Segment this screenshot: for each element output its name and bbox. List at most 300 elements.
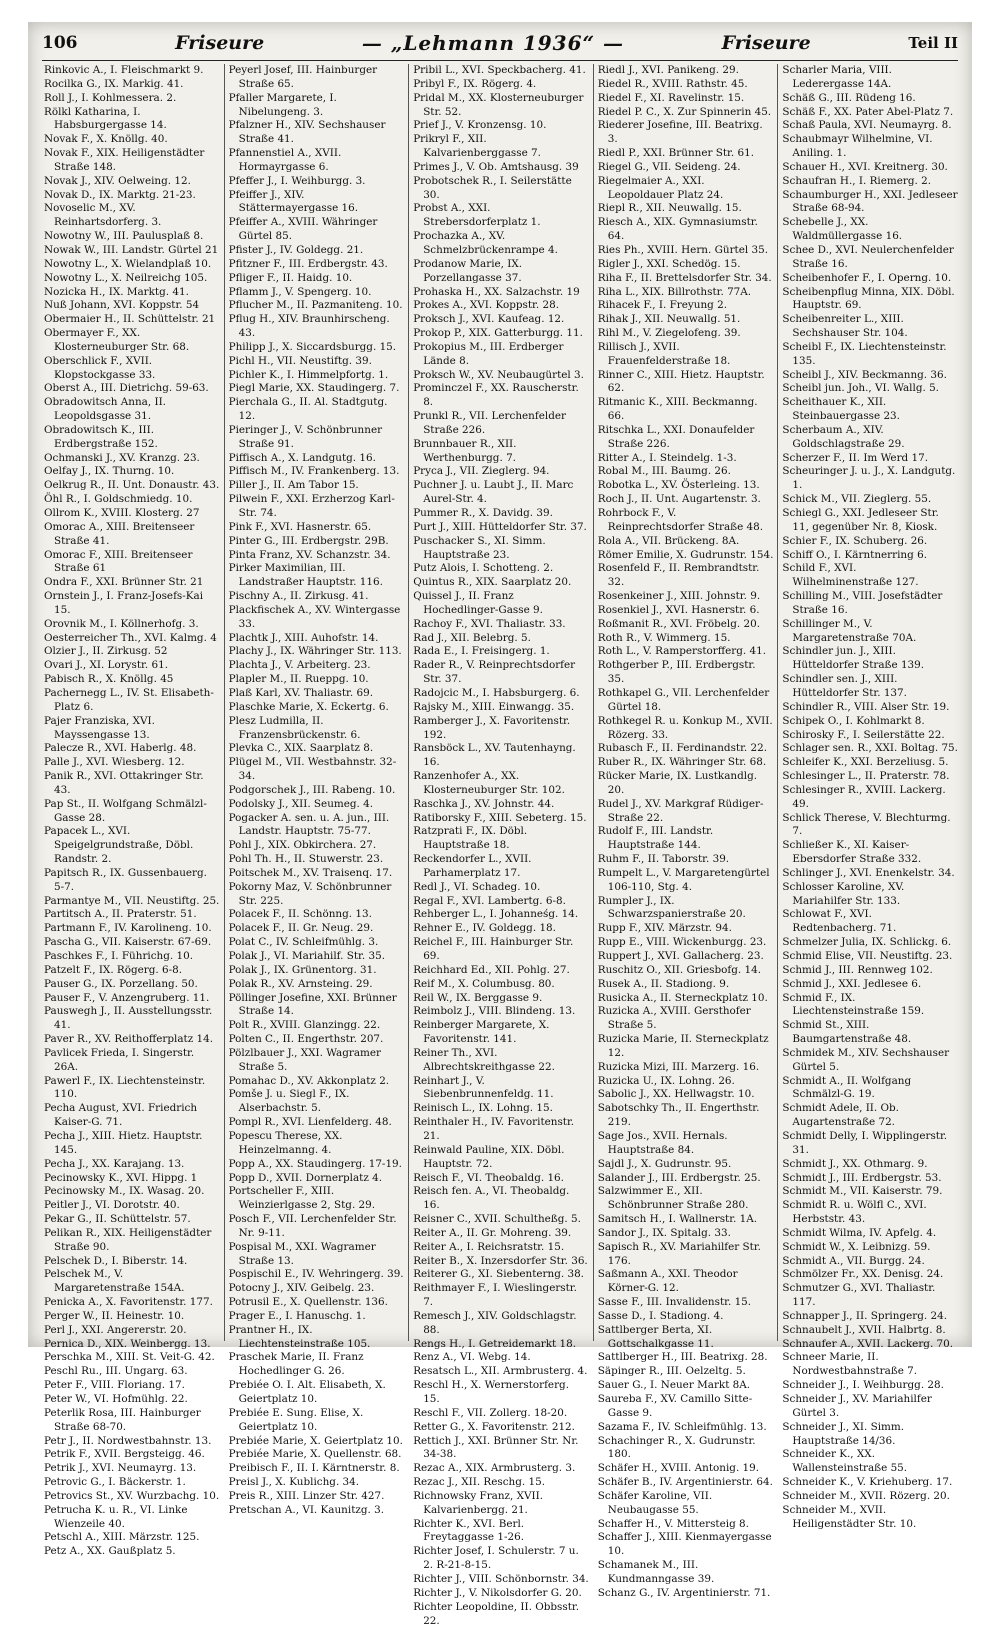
- directory-entry: Schmidt M., VII. Kaiserstr. 79.: [782, 1185, 943, 1198]
- directory-entry: Schäfer B., IV. Argentinierstr. 64.: [597, 1476, 773, 1489]
- directory-entry: Ruschitz O., XII. Griesbofg. 14.: [597, 963, 762, 976]
- directory-entry: Ondra F., XXI. Brünner Str. 21: [44, 576, 204, 589]
- directory-entry: Roch J., II. Unt. Augartenstr. 3.: [597, 493, 761, 506]
- directory-entry: Ritmanic K., XIII. Beckmanng. 66.: [597, 396, 758, 423]
- directory-entry: Ochmanski J., XV. Kranzg. 23.: [44, 451, 200, 464]
- directory-entry: Ruzicka Mizi, III. Marzerg. 16.: [597, 1060, 760, 1073]
- directory-entry: Oesterreicher Th., XVI. Kalmg. 4: [44, 631, 217, 644]
- directory-entry: Perger W., II. Heinestr. 10.: [44, 1309, 185, 1322]
- directory-entry: Pinta Franz, XV. Schanzstr. 34.: [228, 548, 391, 561]
- directory-entry: Puchner J. u. Laubt J., II. Marc Aurel-Str. 4.: [413, 479, 574, 506]
- directory-entry: Sapisch R., XV. Mariahilfer Str. 176.: [597, 1240, 761, 1267]
- directory-entry: Prebiée Marie, X. Quellenstr. 68.: [228, 1448, 402, 1461]
- directory-entry: Schebelle J., XX. Waldmüllergasse 16.: [782, 216, 903, 243]
- directory-entry: Schild F., XVI. Wilhelminenstraße 127.: [782, 562, 919, 589]
- directory-entry: Petrucha K. u. R., VI. Linke Wienzeile 40.: [44, 1503, 188, 1530]
- directory-entry: Schmidt Wilma, IV. Apfelg. 4.: [782, 1226, 937, 1239]
- directory-entry: Schee D., XVI. Neulerchenfelder Straße 16.: [782, 243, 954, 270]
- directory-entry: Pogacker A. sen. u. A. jun., III. Landstr. Hauptstr. 75-77.: [228, 811, 390, 838]
- directory-entry: Pascha G., VII. Kaiserstr. 67-69.: [44, 936, 212, 949]
- directory-entry: Rohrbock F., V. Reinprechtsdorfer Straße 48.: [597, 507, 764, 533]
- directory-entry: Schäfer H., XVIII. Antonig. 19.: [597, 1462, 760, 1475]
- directory-entry: Rader R., V. Reinprechtsdorfer Str. 37.: [413, 659, 576, 686]
- directory-entry: Pauser G., IX. Porzellang. 50.: [44, 977, 198, 990]
- directory-entry: Rachoy F., XVI. Thaliastr. 33.: [413, 617, 566, 630]
- directory-entry: Schmidt Adele, II. Ob. Augartenstraße 72.: [782, 1102, 899, 1129]
- directory-entry: Pomahac D., XV. Akkonplatz 2.: [228, 1074, 390, 1087]
- directory-entry: Obradowitsch K., III. Erdbergstraße 152.: [44, 423, 158, 450]
- directory-entry: Rehner E., IV. Goldegg. 18.: [413, 922, 556, 935]
- directory-entry: Rothkegel R. u. Konkup M., XVII. Rözerg. 33.: [597, 714, 773, 741]
- directory-entry: Plaß Karl, XV. Thaliastr. 69.: [228, 686, 374, 699]
- directory-entry: Scheibl F., IX. Liechtensteinstr. 135.: [782, 340, 947, 367]
- directory-entry: Riha F., II. Brettelsdorfer Str. 34.: [597, 271, 772, 284]
- directory-entry: Schlowat F., XVI. Redtenbacherg. 71.: [782, 908, 897, 935]
- directory-entry: Reiter B., X. Inzersdorfer Str. 36.: [413, 1254, 588, 1267]
- directory-entry: Roth L., V. Ramperstorfferg. 41.: [597, 645, 767, 658]
- directory-entry: Reithmayer F., I. Wieslingerstr. 7.: [413, 1282, 577, 1309]
- directory-entry: Perl J., XXI. Angererstr. 20.: [44, 1323, 187, 1336]
- directory-entry: Schmelzer Julia, IX. Schlickg. 6.: [782, 936, 952, 949]
- directory-entry: Pelikan R., XIX. Heiligenstädter Straße 90.: [44, 1226, 212, 1253]
- directory-entry: Robotka L., XV. Österleing. 13.: [597, 479, 760, 492]
- directory-entry: Schneider J., I. Weihburgg. 28.: [782, 1379, 944, 1392]
- directory-entry: Schmutzer G., XVI. Thaliastr. 117.: [782, 1282, 936, 1309]
- directory-entry: Pfliger F., II. Haidg. 10.: [228, 271, 353, 284]
- directory-entry: Pink F., XVI. Hasnerstr. 65.: [228, 520, 372, 533]
- directory-entry: Ruppert J., XVI. Gallacherg. 23.: [597, 950, 764, 962]
- directory-entry: Schneer Marie, II. Nordwestbahnstraße 7.: [782, 1351, 918, 1378]
- directory-entry: Schäß G., III. Rüdeng 16.: [782, 91, 916, 104]
- directory-entry: Roll J., I. Kohlmessera. 2.: [44, 91, 177, 104]
- directory-entry: Säpinger R., III. Oelzeltg. 5.: [597, 1365, 746, 1378]
- directory-entry: Schlosser Karoline, XV. Mariahilfer Str. 133.: [782, 880, 905, 907]
- header-rule: [42, 60, 958, 61]
- directory-entry: Nowotny L., X. Wielandplaß 10.: [44, 257, 212, 270]
- directory-entry: Ramberger J., X. Favoritenstr. 192.: [413, 714, 571, 741]
- directory-entry: Nuß Johann, XVI. Koppstr. 54: [44, 299, 200, 312]
- directory-entry: Reif M., X. Columbusg. 80.: [413, 977, 555, 990]
- directory-entry: Sattlberger H., III. Beatrixg. 28.: [597, 1351, 768, 1364]
- directory-entry: Rosenkiel J., XVI. Hasnerstr. 6.: [597, 603, 760, 616]
- directory-entry: Pierchala G., II. Al. Stadtgutg. 12.: [228, 396, 388, 423]
- directory-entry: Rinkovic A., I. Fleischmarkt 9.: [44, 64, 204, 76]
- directory-entry: Riegelmaier A., XXI. Leopoldauer Platz 24.: [597, 174, 724, 201]
- directory-entry: Plevka C., XIX. Saarplatz 8.: [228, 742, 374, 755]
- directory-entry: Pfaller Margarete, I. Nibelungeng. 3.: [228, 91, 337, 118]
- directory-entry: Schanz G., IV. Argentinierstr. 71.: [597, 1586, 771, 1599]
- directory-entry: Petrovic G., I. Bäckerstr. 1.: [44, 1476, 186, 1489]
- directory-entry: Piller J., II. Am Tabor 15.: [228, 479, 359, 492]
- directory-entry: Schiegl G., XXI. Jedleseer Str. 11, gegenüber Nr. 8, Kiosk.: [782, 507, 939, 533]
- directory-entry: Schlesinger R., XVIII. Lackerg. 49.: [782, 783, 946, 810]
- directory-entry: Scheibl jun. Joh., VI. Wallg. 5.: [782, 382, 939, 395]
- directory-entry: Richter K., XVI. Berl. Freytaggasse 1-26.: [413, 1517, 525, 1544]
- directory-entry: Popp D., XVII. Dornerplatz 4.: [228, 1171, 383, 1184]
- directory-entry: Pirker Maximilian, III. Landstraßer Hauptstr. 116.: [228, 562, 383, 589]
- directory-entry: Schilling M., VIII. Josefstädter Straße 16.: [782, 590, 943, 616]
- directory-entry: Rengs H., I. Getreidemarkt 18.: [413, 1337, 576, 1350]
- directory-entry: Remesch J., XIV. Goldschlagstr. 88.: [413, 1309, 577, 1336]
- directory-entry: Riedl P., XXI. Brünner Str. 61.: [597, 147, 754, 160]
- directory-entry: Schneider J., XV. Mariahilfer Gürtel 3.: [782, 1393, 932, 1419]
- directory-entry: Purt J., XIII. Hütteldorfer Str. 37.: [413, 520, 587, 533]
- column-2: [225, 64, 410, 1516]
- directory-entry: Schlager sen. R., XXI. Boltag. 75.: [782, 742, 958, 755]
- directory-entry: Potrusil E., X. Quellenstr. 136.: [228, 1296, 388, 1309]
- directory-entry: Piegl Marie, XX. Staudingerg. 7.: [228, 382, 400, 395]
- directory-entry: Schaß Paula, XVI. Neumayrg. 8.: [782, 119, 952, 132]
- directory-entry: Salzwimmer E., XII. Schönbrunner Straße 280.: [597, 1185, 749, 1212]
- directory-entry: Polten C., II. Engerthstr. 207.: [228, 1033, 384, 1046]
- directory-entry: Schaumburger H., XXI. Jedleseer Straße 68-94.: [782, 188, 958, 215]
- directory-entry: Schlesinger L., II. Praterstr. 78.: [782, 770, 950, 783]
- directory-entry: Scheithauer K., XII. Steinbauergasse 23.: [782, 396, 900, 423]
- directory-entry: Sage Jos., XVII. Hernals. Hauptstraße 84.: [597, 1129, 728, 1156]
- page-header: [42, 28, 958, 58]
- directory-entry: Perschka M., XIII. St. Veit-G. 42.: [44, 1351, 215, 1364]
- directory-entry: Rehberger L., I. Johanneśg. 14.: [413, 908, 579, 921]
- directory-entry: Retter G., X. Favoritenstr. 212.: [413, 1420, 575, 1433]
- directory-entry: Renz A., VI. Webg. 14.: [413, 1351, 531, 1364]
- directory-entry: Peterlik Rosa, III. Hainburger Straße 68-70.: [44, 1406, 201, 1433]
- directory-entry: Schmidt Delly, I. Wipplingerstr. 31.: [782, 1129, 948, 1156]
- directory-entry: Schachinger R., X. Gudrunstr. 180.: [597, 1434, 756, 1461]
- directory-entry: Prager E., I. Hanuschg. 1.: [228, 1309, 366, 1322]
- directory-entry: Schlinger J., XVI. Enenkelstr. 34.: [782, 866, 955, 879]
- directory-entry: Saureba F., XV. Camillo Sitte-Gasse 9.: [597, 1393, 753, 1419]
- directory-entry: Petschl A., XIII. Märzstr. 125.: [44, 1531, 200, 1544]
- directory-entry: Pohl Th. H., II. Stuwerstr. 23.: [228, 853, 384, 866]
- directory-entry: Rothkapel G., VII. Lerchenfelder Gürtel 18.: [597, 686, 770, 713]
- directory-entry: Schneider M., XVII. Rözerg. 20.: [782, 1489, 950, 1502]
- directory-entry: Schneider K., V. Kriehuberg. 17.: [782, 1476, 953, 1489]
- directory-entry: Prodanow Marie, IX. Porzellangasse 37.: [413, 257, 523, 284]
- directory-entry: Reisner C., XVII. Schultheßg. 5.: [413, 1213, 581, 1226]
- directory-entry: Schneider J., XI. Simm. Hauptstraße 14/36.: [782, 1420, 905, 1447]
- directory-entry: Sajdl J., X. Gudrunstr. 95.: [597, 1157, 732, 1170]
- directory-entry: Schlick Therese, V. Blechturmg. 7.: [782, 811, 951, 838]
- directory-entry: Potocny J., XIV. Geibelg. 23.: [228, 1282, 375, 1295]
- directory-entry: Prunkl R., VII. Lerchenfelder Straße 226.: [413, 410, 566, 436]
- directory-entry: Rinner C., XIII. Hietz. Hauptstr. 62.: [597, 368, 765, 395]
- directory-entry: Pfister J., IV. Goldegg. 21.: [228, 243, 364, 256]
- directory-entry: Roßmanit R., XVI. Fröbelg. 20.: [597, 617, 761, 630]
- section-title-left: Friseure: [175, 32, 265, 54]
- directory-entry: Pohl J., XIX. Obkirchera. 27.: [228, 839, 377, 852]
- section-title-right: Friseure: [721, 32, 811, 54]
- directory-entry: Ovari J., XI. Lorystr. 61.: [44, 659, 169, 672]
- directory-entry: Pischny A., II. Zirkusg. 41.: [228, 590, 369, 603]
- directory-entry: Plachy J., IX. Währinger Str. 113.: [228, 645, 402, 658]
- directory-entry: Peitler J., VI. Dorotstr. 40.: [44, 1199, 180, 1212]
- directory-entry: Schmidt W., X. Leibnizg. 59.: [782, 1240, 931, 1253]
- directory-entry: Plaschke Marie, X. Eckertg. 6.: [228, 700, 389, 713]
- directory-entry: Rada E., I. Freisingerg. 1.: [413, 645, 550, 658]
- directory-entry: Pölzlbauer J., XXI. Wagramer Straße 5.: [228, 1046, 382, 1073]
- directory-entry: Pauswegh J., II. Ausstellungsstr. 41.: [44, 1005, 213, 1032]
- directory-entry: Rosenkeiner J., XIII. Johnstr. 9.: [597, 590, 761, 603]
- directory-entry: Plackfischek A., XV. Wintergasse 33.: [228, 603, 401, 630]
- directory-entry: Pospisal M., XXI. Wagramer Straße 13.: [228, 1240, 376, 1267]
- directory-entry: Rihl M., V. Ziegelofeng. 39.: [597, 327, 741, 340]
- directory-entry: Polacek F., II. Schönng. 13.: [228, 908, 372, 921]
- directory-entry: Schauer H., XVI. Kreitnerg. 30.: [782, 160, 948, 173]
- directory-entry: Poitschek M., XV. Traisenq. 17.: [228, 866, 393, 879]
- directory-entry: Schmid St., XIII. Baumgartenstraße 48.: [782, 1019, 912, 1046]
- directory-entry: Pieringer J., V. Schönbrunner Straße 91.: [228, 423, 383, 450]
- directory-entry: Peyerl Josef, III. Hainburger Straße 65.: [228, 64, 378, 90]
- directory-entry: Prebiée O. I. Alt. Elisabeth, X. Geiertplatz 10.: [228, 1379, 386, 1405]
- directory-entry: Pflug H., XIV. Braunhirscheng. 43.: [228, 313, 390, 340]
- directory-entry: Richter Josef, I. Schulerstr. 7 u. 2. R-21-8-15.: [413, 1545, 579, 1572]
- directory-entry: Ratiborsky F., XIII. Sebeterg. 15.: [413, 811, 587, 824]
- directory-entry: Pavlicek Frieda, I. Singerstr. 26A.: [44, 1046, 195, 1073]
- directory-entry: Ruber R., IX. Währinger Str. 68.: [597, 756, 767, 769]
- directory-entry: Piffisch A., X. Landgutg. 16.: [228, 451, 376, 464]
- directory-entry: Ransböck L., XV. Tautenhayng. 16.: [413, 742, 576, 769]
- directory-entry: Rad J., XII. Belebrg. 5.: [413, 631, 531, 644]
- directory-entry: Petrik J., XVI. Neumayrg. 13.: [44, 1462, 197, 1475]
- directory-entry: Ruhm F., II. Taborstr. 39.: [597, 853, 730, 866]
- directory-entry: Schindler jun. J., XIII. Hütteldorfer Straße 139.: [782, 645, 925, 672]
- directory-entry: Riederer Josefine, III. Beatrixg. 3.: [597, 119, 763, 146]
- directory-title: — „Lehmann 1936“ —: [361, 31, 624, 55]
- directory-entry: Polacek F., II. Gr. Neug. 29.: [228, 922, 374, 935]
- directory-entry: Plachta J., V. Arbeiterg. 23.: [228, 659, 371, 672]
- directory-entry: Peter F., VIII. Floriang. 17.: [44, 1379, 185, 1392]
- directory-entry: Sazama F., IV. Schleifmühlg. 13.: [597, 1420, 767, 1433]
- directory-entry: Pfeiffer A., XVIII. Währinger Gürtel 85.: [228, 216, 378, 243]
- directory-entry: Petrik F., XVII. Bergsteigg. 46.: [44, 1448, 205, 1461]
- directory-entry: Schindler R., VIII. Alser Str. 19.: [782, 700, 950, 713]
- directory-entry: Partmann F., IV. Karolineng. 10.: [44, 922, 212, 935]
- directory-entry: Regal F., XVI. Lambertg. 6-8.: [413, 894, 566, 907]
- directory-entry: Novak D., IX. Marktg. 21-23.: [44, 188, 196, 201]
- directory-entry: Probst A., XXI. Strebersdorferplatz 1.: [413, 202, 541, 229]
- directory-entry: Pfannenstiel A., XVII. Hormayrgasse 6.: [228, 147, 342, 173]
- directory-entry: Schmid Elise, VII. Neustiftg. 23.: [782, 950, 953, 962]
- directory-entry: Rumpler J., IX. Schwarzspanierstraße 20.: [597, 894, 746, 921]
- directory-entry: Parmantye M., VII. Neustiftg. 25.: [44, 894, 220, 907]
- directory-entry: Oelkrug R., II. Unt. Donaustr. 43.: [44, 479, 220, 492]
- directory-entry: Rudel J., XV. Markgraf Rüdiger-Straße 22.: [597, 797, 764, 824]
- directory-entry: Rubasch F., II. Ferdinandstr. 22.: [597, 742, 768, 755]
- directory-entry: Prokop P., XIX. Gatterburgg. 11.: [413, 327, 583, 340]
- directory-entry: Nozicka H., IX. Marktg. 41.: [44, 285, 189, 298]
- directory-entry: Pawerl F., IX. Liechtensteinstr. 110.: [44, 1074, 206, 1101]
- directory-entry: Prokes A., XVI. Koppstr. 28.: [413, 299, 560, 312]
- directory-entry: Pfalzner H., XIV. Sechshauser Straße 41.: [228, 119, 386, 146]
- directory-entry: Pilwein F., XXI. Erzherzog Karl-Str. 74.: [228, 493, 395, 519]
- directory-entry: Richter Leopoldine, II. Obbsstr. 22.: [413, 1600, 580, 1627]
- directory-entry: Plapler M., II. Rueppg. 10.: [228, 673, 369, 686]
- directory-entry: Scheibenpflug Minna, XIX. Döbl. Hauptstr. 69.: [782, 285, 955, 312]
- columns: [40, 64, 962, 1627]
- directory-entry: Podolsky J., XII. Seumeg. 4.: [228, 797, 374, 810]
- directory-entry: Schindler sen. J., XIII. Hütteldorfer Str. 137.: [782, 673, 907, 699]
- directory-entry: Schamanek M., III. Kundmanngasse 39.: [597, 1559, 715, 1585]
- directory-entry: Schnaufer A., XVII. Lackerg. 70.: [782, 1337, 954, 1350]
- directory-entry: Pachernegg L., IV. St. Elisabeth-Platz 6.: [44, 686, 214, 713]
- directory-entry: Prochazka A., XV. Schmelzbrückenrampe 4.: [413, 230, 558, 256]
- directory-entry: Rola A., VII. Brückeng. 8A.: [597, 534, 740, 547]
- directory-entry: Orovnik M., I. Köllnerhofg. 3.: [44, 617, 199, 630]
- part-label: Teil II: [908, 34, 958, 52]
- directory-entry: Schmidt J., XX. Othmarg. 9.: [782, 1157, 928, 1170]
- directory-entry: Ries Ph., XVIII. Hern. Gürtel 35.: [597, 243, 769, 256]
- directory-entry: Pflucher M., II. Pazmaniteng. 10.: [228, 299, 403, 312]
- directory-entry: Schmidt A., II. Wolfgang Schmälzl-G. 19.: [782, 1074, 912, 1101]
- directory-entry: Pribil L., XVI. Speckbacherg. 41.: [413, 64, 586, 76]
- directory-entry: Rupp E., VIII. Wickenburgg. 23.: [597, 936, 767, 949]
- directory-entry: Piffisch M., IV. Frankenberg. 13.: [228, 465, 400, 478]
- directory-entry: Plachtk J., XIII. Auhofstr. 14.: [228, 631, 379, 644]
- directory-entry: Pabisch R., X. Knöllg. 45: [44, 673, 174, 686]
- directory-entry: Reinberger Margarete, X. Favoritenstr. 141.: [413, 1019, 550, 1046]
- directory-entry: Obermayer F., XX. Klosterneuburger Str. 68.: [44, 327, 190, 353]
- directory-entry: Polak J., IX. Grünentorg. 31.: [228, 963, 377, 976]
- directory-entry: Pribyl F., IX. Rögerg. 4.: [413, 77, 537, 90]
- directory-entry: Schneider K., XX. Wallensteinstraße 55.: [782, 1448, 908, 1475]
- directory-entry: Pridal M., XX. Klosterneuburger Str. 52.: [413, 91, 584, 118]
- directory-entry: Nowotny L., X. Neilreichg 105.: [44, 271, 208, 284]
- directory-entry: Schäfer Karoline, VII. Neubaugasse 55.: [597, 1489, 713, 1516]
- directory-entry: Schmidt A., VII. Burgg. 24.: [782, 1254, 925, 1267]
- directory-entry: Schleifer K., XXI. Berzeliusg. 5.: [782, 756, 949, 769]
- directory-entry: Ritschka L., XXI. Donaufelder Straße 226.: [597, 423, 755, 450]
- column-4: [594, 64, 779, 1599]
- directory-entry: Paschkes F., I. Führichg. 10.: [44, 950, 194, 962]
- directory-entry: Ranzenhofer A., XX. Klosterneuburger Str. 102.: [413, 770, 565, 796]
- directory-entry: Prief J., V. Kronzensg. 10.: [413, 119, 547, 132]
- directory-entry: Prebiée Marie, X. Geiertplatz 10.: [228, 1434, 403, 1447]
- directory-entry: Portscheller F., XIII. Weinzierlgasse 2, Stg. 29.: [228, 1185, 376, 1212]
- directory-entry: Sabolic J., XX. Hellwagstr. 10.: [597, 1088, 755, 1101]
- directory-entry: Pecha J., XIII. Hietz. Hauptstr. 145.: [44, 1129, 203, 1156]
- directory-entry: Schmid F., IX. Liechtensteinstraße 159.: [782, 991, 925, 1018]
- directory-entry: Schier F., IX. Schuberg. 26.: [782, 534, 928, 547]
- directory-entry: Römer Emilie, X. Gudrunstr. 154.: [597, 548, 774, 561]
- directory-entry: Pokorny Maz, V. Schönbrunner Str. 225.: [228, 880, 392, 907]
- directory-entry: Schäß F., XX. Pater Abel-Platz 7.: [782, 105, 954, 118]
- directory-entry: Rothgerber P., III. Erdbergstr. 35.: [597, 659, 756, 686]
- directory-entry: Scherzer F., II. Im Werd 17.: [782, 451, 929, 464]
- directory-entry: Pöllinger Josefine, XXI. Brünner Straße 14.: [228, 991, 397, 1018]
- directory-entry: Papacek L., XVI. Speigelgrundstraße, Döbl. Randstr. 2.: [44, 825, 194, 866]
- directory-entry: Obermaier H., II. Schüttelstr. 21: [44, 313, 216, 326]
- directory-entry: Panik R., XVI. Ottakringer Str. 43.: [44, 770, 204, 796]
- column-1: [40, 64, 225, 1558]
- directory-entry: Pekar G., II. Schüttelstr. 57.: [44, 1213, 191, 1226]
- directory-entry: Schnaubelt J., XVII. Halbrtg. 8.: [782, 1323, 946, 1336]
- directory-entry: Ruzicka U., IX. Lohng. 26.: [597, 1074, 735, 1087]
- directory-entry: Rumpelt L., V. Margaretengürtel 106-110, Stg. 4.: [597, 866, 770, 893]
- directory-entry: Rusicka A., II. Sterneckplatz 10.: [597, 991, 768, 1004]
- directory-entry: Riedl J., XVI. Panikeng. 29.: [597, 64, 739, 76]
- directory-entry: Reil W., IX. Berggasse 9.: [413, 991, 543, 1004]
- directory-entry: Rocilka G., IX. Markig. 41.: [44, 77, 184, 90]
- directory-entry: Pummer R., X. Davidg. 39.: [413, 507, 553, 519]
- directory-entry: Sauer G., I. Neuer Markt 8A.: [597, 1379, 751, 1392]
- directory-entry: Reiter A., I. Reichsratstr. 15.: [413, 1240, 565, 1253]
- directory-entry: Scheibenreiter L., XIII. Sechshauser Str. 104.: [782, 313, 908, 340]
- directory-entry: Quintus R., XIX. Saarplatz 20.: [413, 576, 572, 589]
- directory-entry: Peter W., VI. Hofmühlg. 22.: [44, 1393, 188, 1405]
- directory-entry: Omorac F., XIII. Breitenseer Straße 61: [44, 548, 193, 575]
- directory-entry: Scheibl J., XIV. Beckmanng. 36.: [782, 368, 947, 381]
- directory-entry: Peschl Ru., III. Ungarg. 63.: [44, 1365, 188, 1378]
- directory-entry: Polak R., XV. Arnsteing. 29.: [228, 977, 373, 990]
- directory-entry: Schmölzer Fr., XX. Denisg. 24.: [782, 1268, 944, 1281]
- directory-entry: Novak F., X. Knöllg. 40.: [44, 133, 168, 146]
- directory-entry: Rupp F., XIV. Märzstr. 94.: [597, 922, 732, 935]
- directory-entry: Pajer Franziska, XVI. Mayssengasse 13.: [44, 714, 155, 741]
- directory-entry: Pfitzner F., III. Erdbergstr. 43.: [228, 257, 388, 270]
- directory-entry: Sattlberger Berta, XI. Gottschalkgasse 11.: [597, 1323, 714, 1350]
- directory-entry: Reckendorfer L., XVII. Parhamerplatz 17.: [413, 853, 532, 879]
- directory-entry: Sandor J., IX. Spitalg. 33.: [597, 1226, 731, 1239]
- directory-entry: Primes J., V. Ob. Amtshausg. 39: [413, 160, 579, 173]
- directory-entry: Schmid J., III. Rennweg 102.: [782, 963, 933, 976]
- directory-entry: Philipp J., X. Siccardsburgg. 15.: [228, 340, 397, 353]
- directory-entry: Polat C., IV. Schleifmühlg. 3.: [228, 936, 379, 949]
- directory-entry: Pflamm J., V. Spengerg. 10.: [228, 285, 372, 298]
- directory-entry: Schick M., VII. Zieglerg. 55.: [782, 493, 932, 506]
- directory-entry: Riesch A., XIX. Gymnasiumstr. 64.: [597, 216, 758, 243]
- directory-entry: Scheuringer J. u. J., X. Landgutg. 1.: [782, 465, 956, 492]
- directory-entry: Richter J., V. Nikolsdorfer G. 20.: [413, 1586, 582, 1599]
- directory-entry: Schmid J., XXI. Jedlesee 6.: [782, 977, 922, 990]
- directory-entry: Prebiée E. Sung. Elise, X. Geiertplatz 10.: [228, 1406, 364, 1433]
- directory-entry: Raschka J., XV. Johnstr. 44.: [413, 797, 555, 810]
- directory-entry: Proksch W., XV. Neubaugürtel 3.: [413, 368, 584, 381]
- directory-entry: Schließer K., XI. Kaiser-Ebersdorfer Straße 332.: [782, 839, 922, 866]
- directory-entry: Palle J., XVI. Wiesberg. 12.: [44, 756, 185, 769]
- directory-entry: Reschl F., VII. Zollerg. 18-20.: [413, 1406, 568, 1419]
- directory-entry: Rihacek F., I. Freyung 2.: [597, 299, 728, 312]
- directory-entry: Novak F., XIX. Heiligenstädter Straße 148.: [44, 147, 205, 173]
- directory-entry: Rosenfeld F., II. Rembrandtstr. 32.: [597, 562, 760, 589]
- directory-entry: Riegel G., VII. Seideng. 24.: [597, 160, 741, 173]
- directory-entry: Ornstein J., I. Franz-Josefs-Kai 15.: [44, 590, 204, 616]
- directory-entry: Schaffer H., V. Mittersteig 8.: [597, 1517, 749, 1530]
- column-3: [409, 64, 594, 1627]
- directory-entry: Rezac J., XII. Reschg. 15.: [413, 1476, 546, 1489]
- directory-entry: Patzelt F., IX. Rögerg. 6-8.: [44, 963, 183, 976]
- directory-entry: Rölkl Katharina, I. Habsburgergasse 14.: [44, 105, 167, 132]
- directory-entry: Roth R., V. Wimmerg. 15.: [597, 631, 731, 644]
- directory-entry: Olzier J., II. Zirkusg. 52: [44, 645, 168, 658]
- directory-entry: Quissel J., II. Franz Hochedlinger-Gasse 9.: [413, 590, 543, 616]
- directory-entry: Partitsch A., II. Praterstr. 51.: [44, 908, 197, 921]
- directory-entry: Probotschek R., I. Seilerstätte 30.: [413, 174, 572, 201]
- directory-entry: Reisch fen. A., VI. Theobaldg. 16.: [413, 1185, 570, 1212]
- directory-entry: Schaubmayr Wilhelmine, VI. Aniling. 1.: [782, 133, 933, 160]
- directory-entry: Petr J., II. Nordwestbahnstr. 13.: [44, 1434, 212, 1447]
- page-number: 106: [42, 33, 78, 53]
- directory-entry: Plügel M., VII. Westbahnstr. 32-34.: [228, 756, 397, 783]
- directory-entry: Polak J., VI. Mariahilf. Str. 35.: [228, 950, 386, 962]
- directory-entry: Prominczel F., XX. Rauscherstr. 8.: [413, 382, 579, 409]
- directory-entry: Pichler K., I. Himmelpfortg. 1.: [228, 368, 389, 381]
- directory-entry: Redl J., VI. Schadeg. 10.: [413, 880, 541, 893]
- directory-entry: Pfeiffer J., XIV. Stättermayergasse 16.: [228, 188, 359, 215]
- directory-entry: Plesz Ludmilla, II. Franzensbrückenstr. 6.: [228, 714, 361, 741]
- directory-entry: Puschacker S., XI. Simm. Hauptstraße 23.: [413, 534, 546, 561]
- directory-entry: Prohaska H., XX. Salzachstr. 19: [413, 285, 580, 298]
- directory-entry: Pecinowsky K., XVI. Hippg. 1: [44, 1171, 198, 1184]
